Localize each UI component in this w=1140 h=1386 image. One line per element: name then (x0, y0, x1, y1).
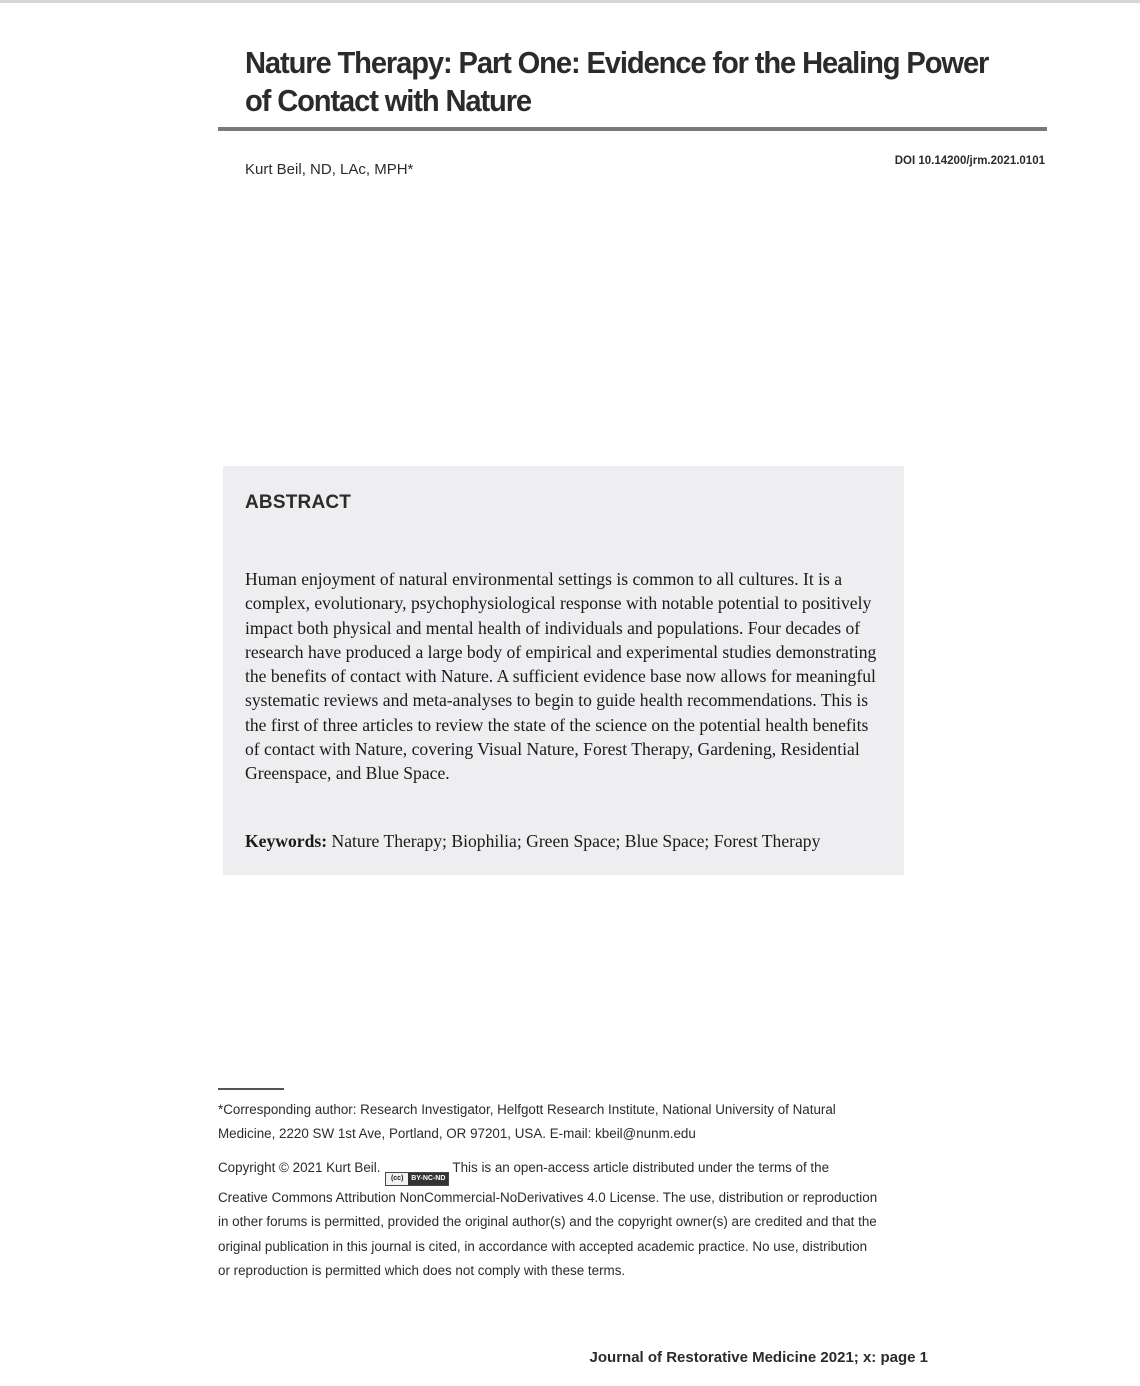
top-border (0, 0, 1140, 3)
keywords-label: Keywords: (245, 831, 328, 851)
keywords (245, 831, 895, 852)
cc-license-terms: BY-NC-ND (408, 1173, 448, 1185)
title-divider (218, 127, 1047, 131)
footnote-divider (218, 1088, 284, 1090)
author-name: Kurt Beil, ND, LAc, MPH* (245, 161, 414, 178)
copyright-prefix: Copyright © 2021 Kurt Beil. (218, 1160, 381, 1175)
copyright-text: This is an open-access article distributed under the terms of the Creative Commons Attribution NonCommercial-NoDerivatives 4.0 License. The use, distribution or reproduction in other forums is permitted, provided the original author(s) and the copyright owner(s) are credited and that the original publication in this journal is cited, in accordance with accepted academic practice. No use, distribution or reproduction is permitted which does not comply with these terms. (218, 1160, 878, 1279)
journal-footer: Journal of Restorative Medicine 2021; x: page 1 (589, 1349, 928, 1366)
article-title: Nature Therapy: Part One: Evidence for the Healing Power of Contact with Nature (245, 45, 989, 118)
abstract-box (223, 466, 904, 875)
abstract-heading: ABSTRACT (245, 492, 352, 513)
doi-label: DOI 10.14200/jrm.2021.0101 (894, 155, 1045, 167)
cc-license-badge[interactable] (385, 1172, 449, 1186)
corresponding-author-note: *Corresponding author: Research Investigator, Helfgott Research Institute, National University of Natural Medicine, 2220 SW 1st Ave, Portland, OR 97201, USA. E-mail: kbeil@nunm.edu (218, 1102, 836, 1141)
abstract-text: Human enjoyment of natural environmental settings is common to all cultures. It is a complex, evolutionary, psychophysiological response with notable potential to positively impact both physical and mental health of individuals and populations. Four decades of research have produced a large body of empirical and experimental studies demonstrating the benefits of contact with Nature. A sufficient evidence base now allows for meaningful systematic reviews and meta-analyses to begin to guide health recommendations. This is the first of three articles to review the state of the science on the potential health benefits of contact with Nature, covering Visual Nature, Forest Therapy, Gardening, Residential Greenspace, and Blue Space. (245, 569, 877, 784)
copyright-notice (218, 1156, 878, 1284)
cc-icon: (cc) (386, 1173, 408, 1185)
keywords-list: Nature Therapy; Biophilia; Green Space; Blue Space; Forest Therapy (331, 831, 821, 851)
